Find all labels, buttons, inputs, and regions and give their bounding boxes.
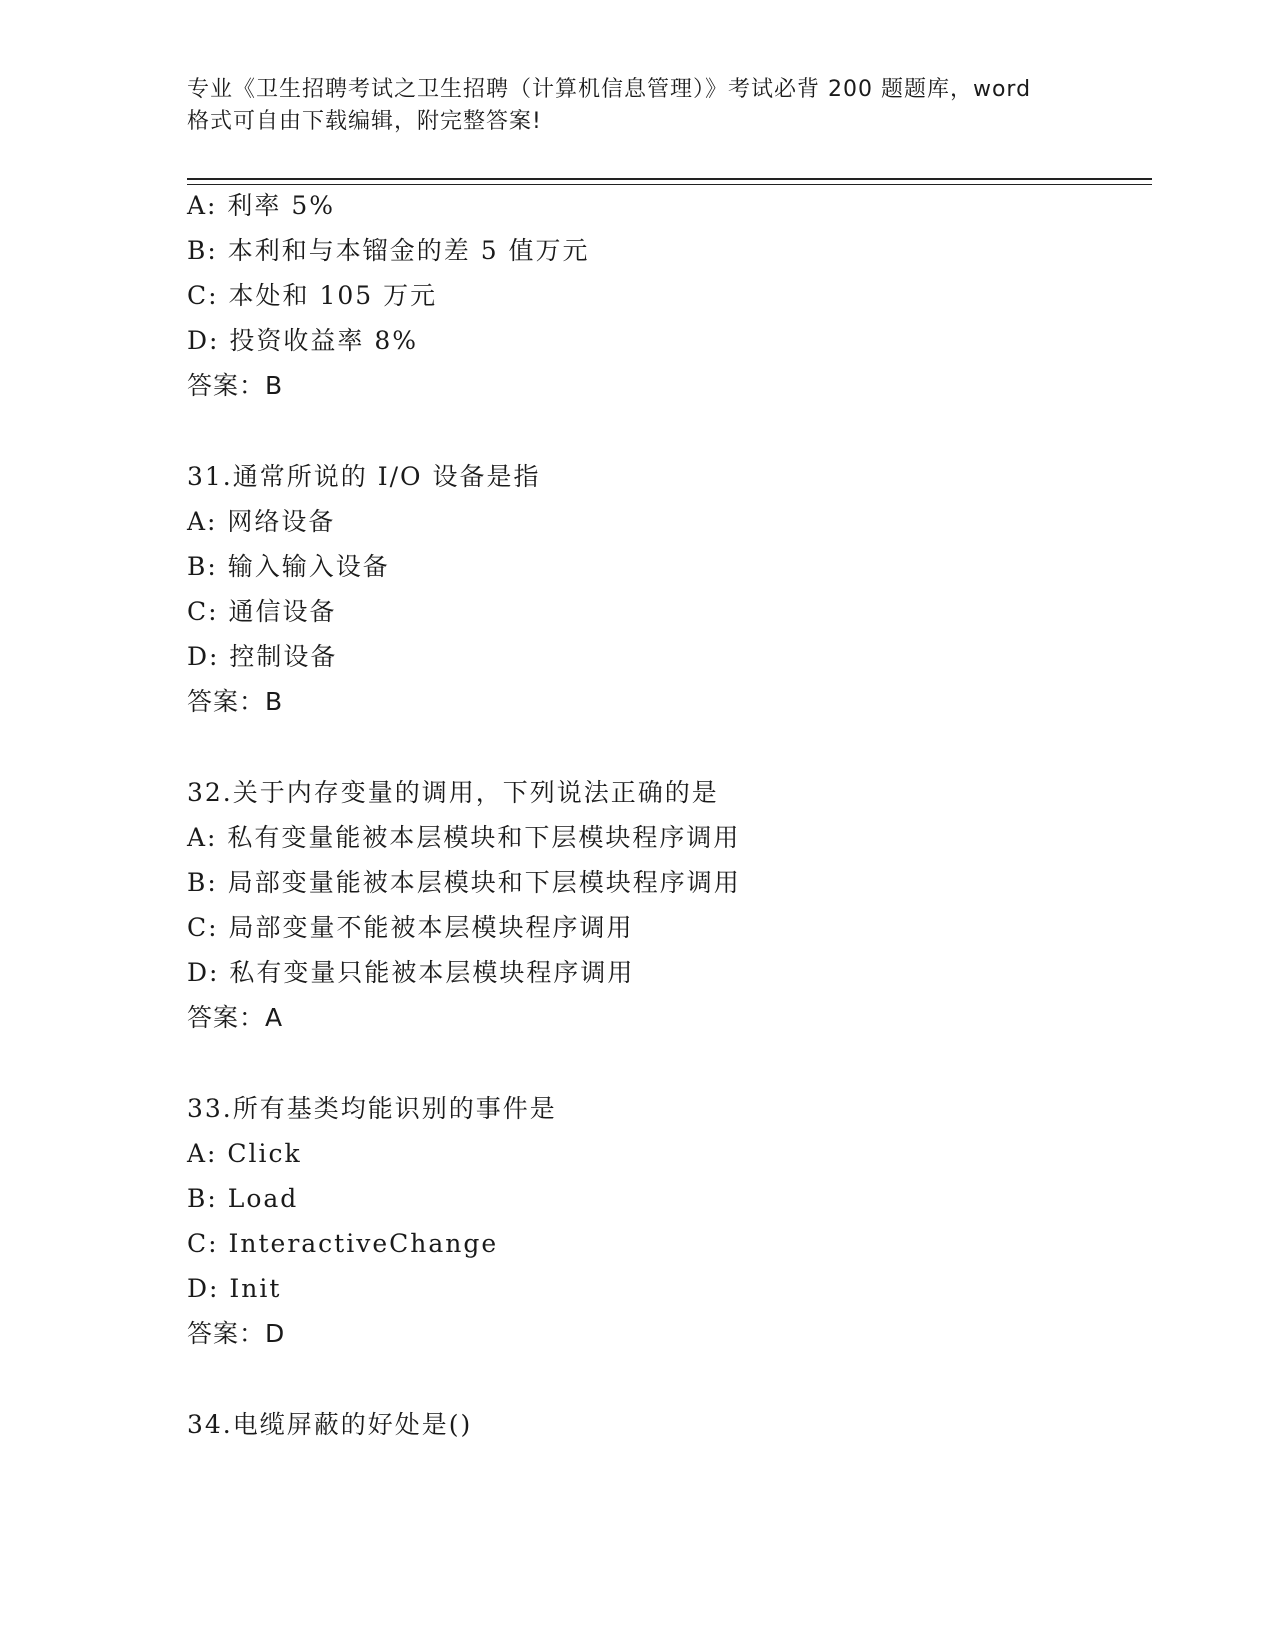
option-b: B: 局部变量能被本层模块和下层模块程序调用: [187, 868, 741, 897]
option-b: B: 输入输入设备: [187, 552, 390, 581]
option-b: B: Load: [187, 1184, 299, 1213]
answer-label: 答案：B: [187, 687, 284, 716]
option-a: A: 网络设备: [187, 507, 336, 536]
header-line-1: 专业《卫生招聘考试之卫生招聘（计算机信息管理）》考试必背 200 题题库，word: [187, 77, 1032, 102]
option-a: A: Click: [187, 1139, 302, 1168]
option-c: C: 局部变量不能被本层模块程序调用: [187, 913, 634, 942]
answer-label: 答案：B: [187, 371, 284, 400]
option-a: A: 利率 5%: [187, 191, 336, 220]
option-c: C: InteractiveChange: [187, 1229, 499, 1258]
question-32: 32.关于内存变量的调用，下列说法正确的是: [187, 778, 719, 807]
answer-label: 答案：D: [187, 1319, 286, 1348]
header-divider: [187, 178, 1152, 180]
header-line-2: 格式可自由下载编辑，附完整答案!: [187, 109, 542, 134]
option-d: D: Init: [187, 1274, 282, 1303]
option-d: D: 私有变量只能被本层模块程序调用: [187, 958, 635, 987]
header-divider-thin: [187, 184, 1152, 185]
option-d: D: 投资收益率 8%: [187, 326, 419, 355]
option-c: C: 通信设备: [187, 597, 337, 626]
option-d: D: 控制设备: [187, 642, 338, 671]
question-31: 31.通常所说的 I/O 设备是指: [187, 462, 541, 491]
answer-label: 答案：A: [187, 1003, 284, 1032]
option-a: A: 私有变量能被本层模块和下层模块程序调用: [187, 823, 741, 852]
option-c: C: 本处和 105 万元: [187, 281, 438, 310]
option-b: B: 本利和与本镏金的差 5 值万元: [187, 236, 590, 265]
document-header: [187, 74, 1087, 138]
question-33: 33.所有基类均能识别的事件是: [187, 1094, 557, 1123]
question-34: 34.电缆屏蔽的好处是(): [187, 1410, 473, 1439]
